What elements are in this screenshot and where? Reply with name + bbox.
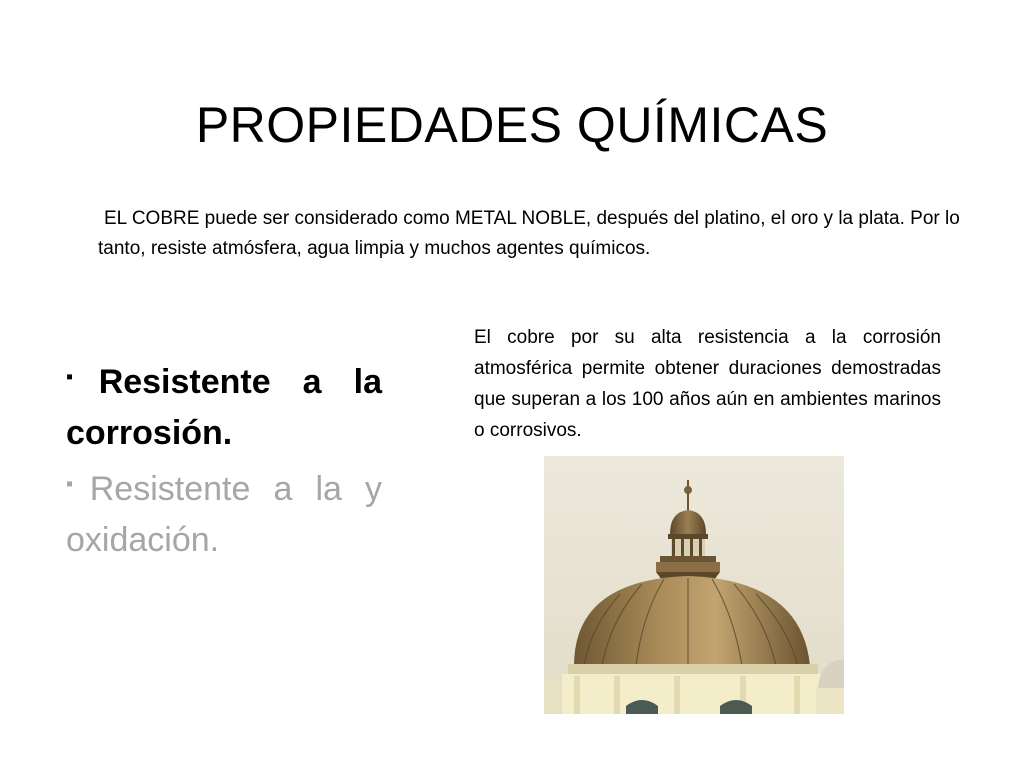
bullet-text: Resistente a la y oxidación. [66,470,382,559]
bullet-text: Resistente a la corrosión. [66,363,382,452]
corrosion-description: El cobre por su alta resistencia a la corrosión atmosférica permite obtener duraciones demostradas que superan a los 100 años aún en ambientes marinos o corrosivos. [474,327,941,441]
square-bullet-icon: ▪ [66,473,87,495]
bullet-item-oxidation [66,459,382,566]
bullet-list [66,352,382,566]
bullet-item-corrosion [66,352,382,459]
square-bullet-icon: ▪ [66,366,96,388]
intro-paragraph: EL COBRE puede ser considerado como METAL NOBLE, después del platino, el oro y la plata. Por lo tanto, resiste atmósfera, agua limpia y muchos agentes químicos. [98,208,960,259]
copper-dome-photo [544,456,844,714]
slide-title: PROPIEDADES QUÍMICAS [195,96,829,153]
